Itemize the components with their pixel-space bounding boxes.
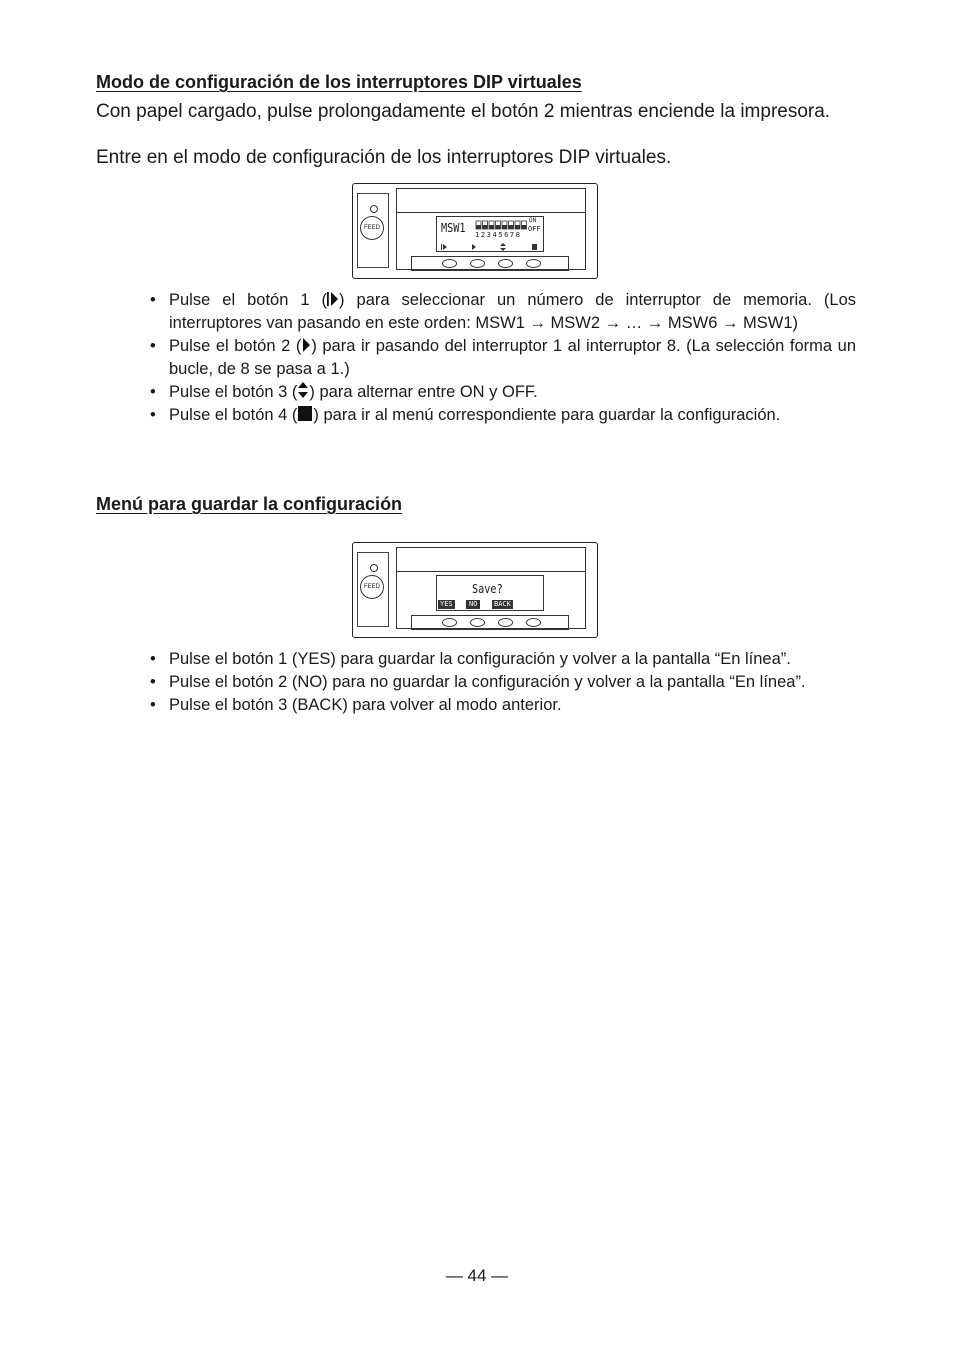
led-indicator-icon [370, 564, 378, 572]
feed-button: FEED [360, 216, 384, 240]
dip-mode-instructions [150, 289, 856, 427]
printer-panel-dip-config [352, 183, 598, 279]
lcd-option-yes: YES [440, 600, 453, 608]
function-buttons-bar [411, 256, 569, 271]
mode-paragraph: Entre en el modo de configuración de los interruptores DIP virtuales. [96, 147, 672, 168]
function-button-1 [442, 259, 457, 268]
section-heading-dip-switch-mode: Modo de configuración de los interruptores DIP virtuales [96, 72, 582, 92]
led-indicator-icon [370, 205, 378, 213]
lcd-screen-msw [436, 216, 544, 252]
lcd-frame [396, 547, 586, 629]
function-button-1 [442, 618, 457, 627]
stop-square-icon [297, 406, 313, 422]
function-button-2 [470, 618, 485, 627]
function-button-3 [498, 618, 513, 627]
function-button-3 [498, 259, 513, 268]
section-heading-save-menu: Menú para guardar la configuración [96, 494, 403, 514]
printer-panel-save [352, 542, 598, 638]
save-menu-instructions [150, 648, 856, 717]
up-down-icon [297, 382, 309, 399]
list-item: • Pulse el botón 2 ( ) para ir pasando del interruptor 1 al interruptor 8. (La selección forma un bucle, de 8 se pasa a 1.) [150, 335, 856, 381]
list-item: • Pulse el botón 4 ( ) para ir al menú correspondiente para guardar la configuración. [150, 404, 856, 427]
intro-paragraph: Con papel cargado, pulse prolongadamente el botón 2 mientras enciende la impresora. [96, 101, 831, 122]
function-button-2 [470, 259, 485, 268]
page-number: — 44 — [445, 1266, 509, 1285]
lcd-screen-save [436, 575, 544, 611]
off-label: OFF [528, 225, 541, 233]
switch-numbers: 12345678 [475, 231, 522, 239]
function-button-4 [526, 259, 541, 268]
dip-switch-bank-icon [475, 220, 529, 230]
lcd-button-hints-icon [440, 243, 540, 251]
lcd-frame [396, 188, 586, 270]
list-item: • Pulse el botón 3 ( ) para alternar entre ON y OFF. [150, 381, 856, 404]
paper-slot [397, 548, 585, 572]
lcd-option-back: BACK [494, 600, 511, 608]
list-item: • Pulse el botón 1 ( ) para seleccionar un número de interruptor de memoria. (Los interruptores van pasando en este orden: MSW1 → MSW2 → … → MSW6 → MSW1) [150, 289, 856, 335]
list-item: • Pulse el botón 3 (BACK) para volver al modo anterior. [150, 694, 856, 717]
list-item: • Pulse el botón 2 (NO) para no guardar la configuración y volver a la pantalla “En línea”. [150, 671, 856, 694]
lcd-msw-title: MSW1 [441, 221, 466, 235]
feed-button: FEED [360, 575, 384, 599]
function-buttons-bar [411, 615, 569, 630]
feed-area [357, 193, 389, 268]
lcd-option-no: NO [466, 600, 480, 609]
feed-area [357, 552, 389, 627]
paper-slot [397, 189, 585, 213]
on-label: ON [529, 217, 537, 224]
save-prompt: Save? [472, 582, 503, 596]
play-right-icon [301, 337, 311, 353]
function-button-4 [526, 618, 541, 627]
list-item: • Pulse el botón 1 (YES) para guardar la configuración y volver a la pantalla “En línea”. [150, 648, 856, 671]
step-next-icon [327, 291, 339, 307]
